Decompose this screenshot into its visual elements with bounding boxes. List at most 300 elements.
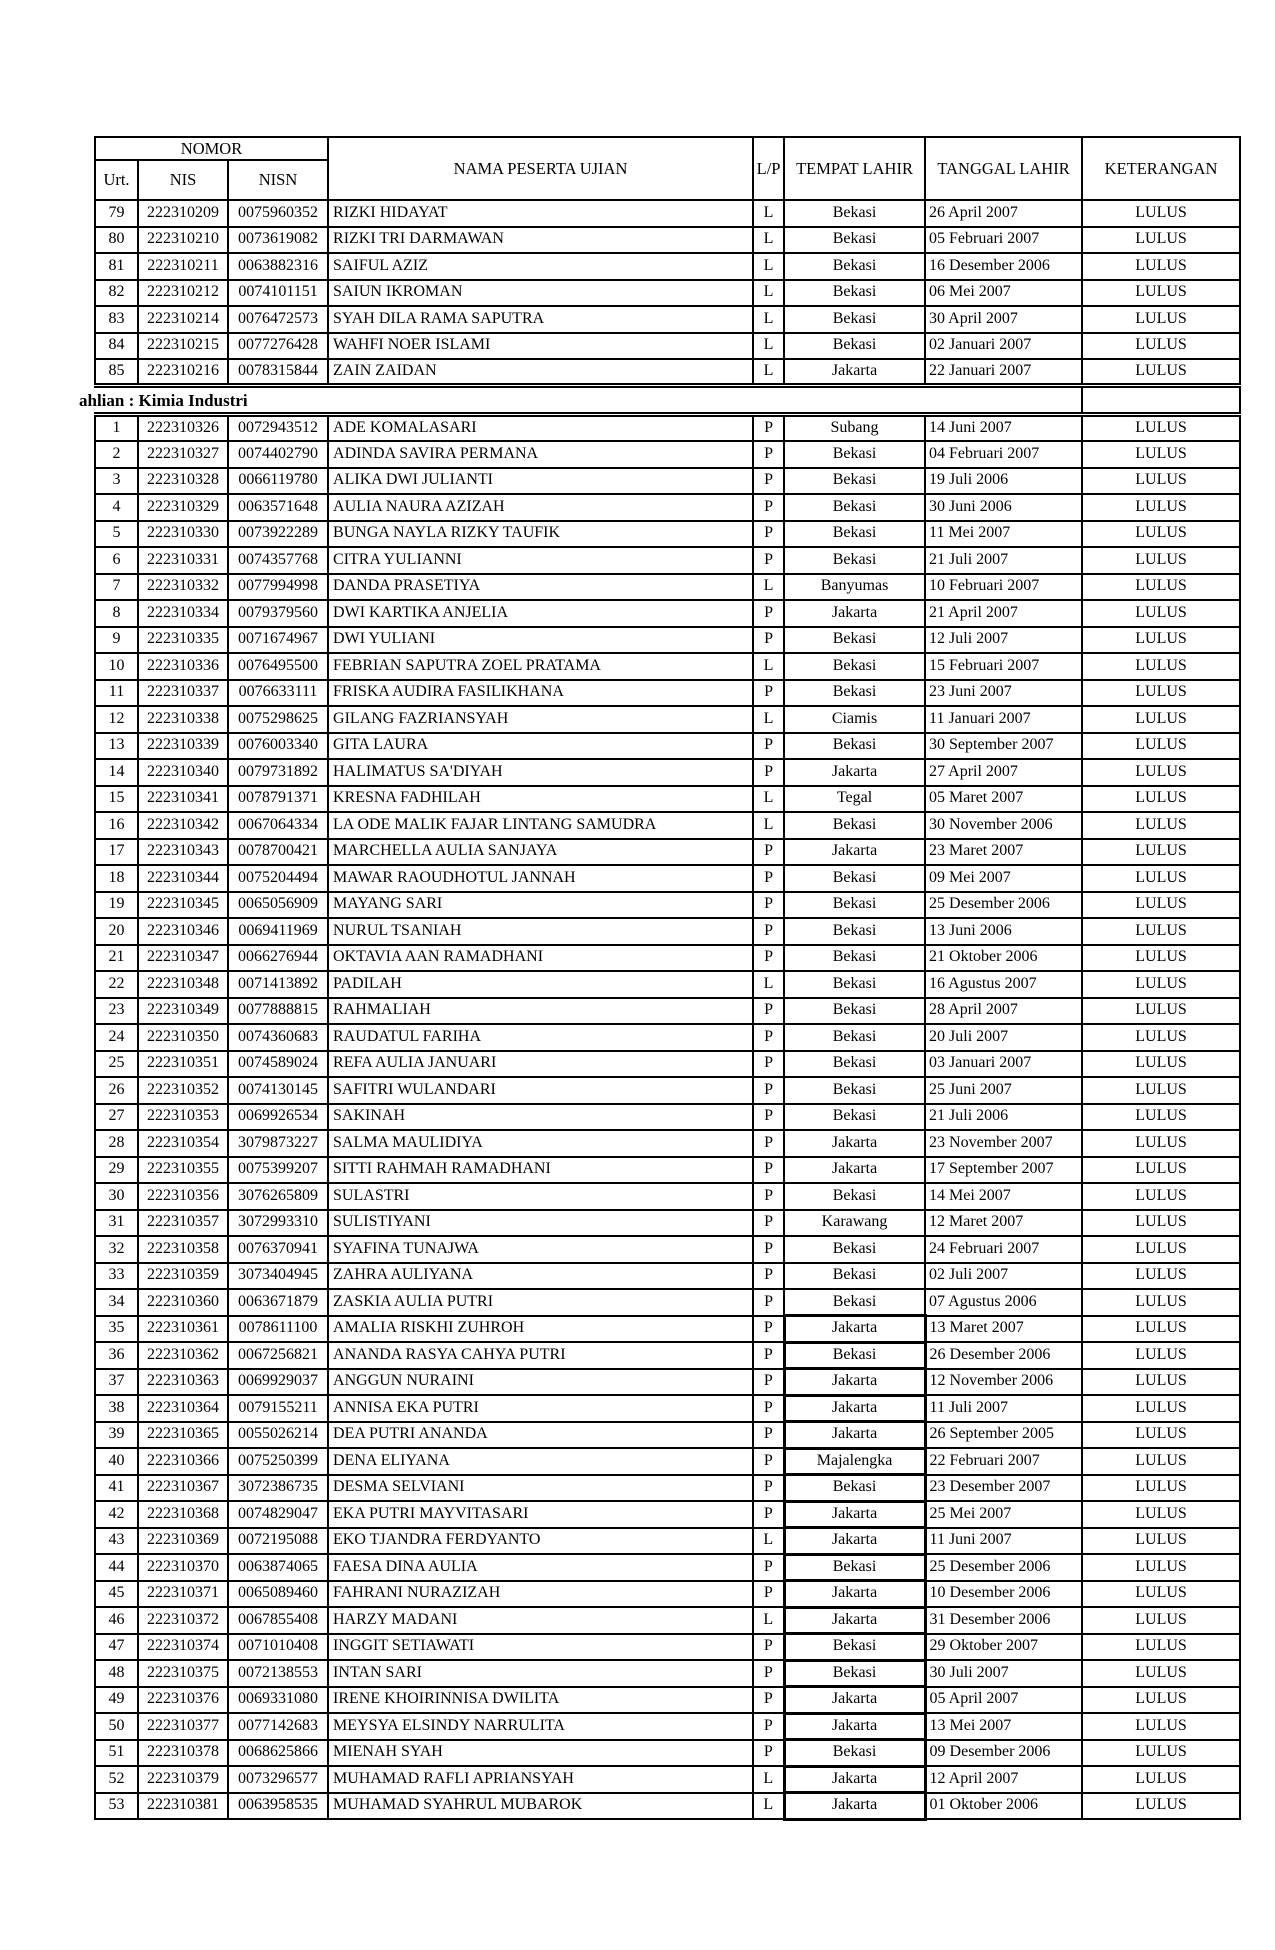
cell-lp: P (753, 1501, 784, 1528)
cell-urt: 38 (95, 1395, 138, 1422)
cell-tanggal: 12 Juli 2007 (925, 627, 1082, 654)
cell-keterangan: LULUS (1082, 1554, 1240, 1581)
cell-tempat: Jakarta (784, 1793, 925, 1820)
header-tempat-lahir: TEMPAT LAHIR (784, 137, 925, 200)
cell-nisn: 0072138553 (228, 1660, 328, 1687)
cell-keterangan: LULUS (1082, 1793, 1240, 1820)
cell-nama: LA ODE MALIK FAJAR LINTANG SAMUDRA (328, 812, 753, 839)
cell-nis: 222310341 (138, 786, 228, 813)
cell-keterangan: LULUS (1082, 865, 1240, 892)
cell-lp: P (753, 1554, 784, 1581)
cell-nisn: 0079155211 (228, 1395, 328, 1422)
cell-tempat: Jakarta (784, 839, 925, 866)
cell-nis: 222310374 (138, 1634, 228, 1661)
cell-nisn: 0055026214 (228, 1422, 328, 1449)
cell-nis: 222310370 (138, 1554, 228, 1581)
cell-nis: 222310209 (138, 200, 228, 227)
cell-nis: 222310214 (138, 306, 228, 333)
cell-nama: PADILAH (328, 971, 753, 998)
cell-urt: 81 (95, 253, 138, 280)
cell-nisn: 0076633111 (228, 680, 328, 707)
cell-tempat: Bekasi (784, 306, 925, 333)
cell-lp: L (753, 1766, 784, 1793)
cell-nama: WAHFI NOER ISLAMI (328, 333, 753, 360)
cell-urt: 43 (95, 1528, 138, 1555)
cell-nama: EKA PUTRI MAYVITASARI (328, 1501, 753, 1528)
table-row (95, 892, 1240, 919)
exam-results-page (79, 136, 1239, 1821)
cell-nama: HARZY MADANI (328, 1607, 753, 1634)
table-row (95, 1369, 1240, 1396)
table-row (95, 786, 1240, 813)
cell-nis: 222310335 (138, 627, 228, 654)
cell-tempat: Jakarta (784, 1581, 925, 1608)
cell-nama: INGGIT SETIAWATI (328, 1634, 753, 1661)
cell-keterangan: LULUS (1082, 1395, 1240, 1422)
cell-urt: 4 (95, 494, 138, 521)
cell-tanggal: 14 Mei 2007 (925, 1183, 1082, 1210)
cell-nama: ADINDA SAVIRA PERMANA (328, 441, 753, 468)
cell-nis: 222310371 (138, 1581, 228, 1608)
cell-tempat: Bekasi (784, 945, 925, 972)
cell-tempat: Bekasi (784, 333, 925, 360)
cell-urt: 37 (95, 1369, 138, 1396)
cell-tempat: Bekasi (784, 812, 925, 839)
cell-nisn: 0063671879 (228, 1289, 328, 1316)
cell-urt: 18 (95, 865, 138, 892)
cell-keterangan: LULUS (1082, 1051, 1240, 1078)
cell-urt: 22 (95, 971, 138, 998)
cell-keterangan: LULUS (1082, 1448, 1240, 1475)
cell-tanggal: 30 Juli 2007 (925, 1660, 1082, 1687)
cell-tanggal: 15 Februari 2007 (925, 653, 1082, 680)
cell-tempat: Jakarta (784, 1316, 925, 1343)
cell-tanggal: 04 Februari 2007 (925, 441, 1082, 468)
cell-lp: L (753, 971, 784, 998)
cell-nisn: 0076370941 (228, 1236, 328, 1263)
cell-tempat: Jakarta (784, 1157, 925, 1184)
cell-urt: 7 (95, 574, 138, 601)
cell-lp: P (753, 521, 784, 548)
cell-tempat: Jakarta (784, 1528, 925, 1555)
cell-tempat: Bekasi (784, 918, 925, 945)
table-row (95, 1077, 1240, 1104)
cell-nisn: 0065089460 (228, 1581, 328, 1608)
cell-keterangan: LULUS (1082, 1422, 1240, 1449)
cell-tempat: Bekasi (784, 680, 925, 707)
cell-urt: 20 (95, 918, 138, 945)
cell-nis: 222310352 (138, 1077, 228, 1104)
table-row (95, 200, 1240, 227)
cell-tempat: Bekasi (784, 1024, 925, 1051)
table-row (95, 706, 1240, 733)
cell-nis: 222310344 (138, 865, 228, 892)
cell-tanggal: 13 Juni 2006 (925, 918, 1082, 945)
cell-tanggal: 23 Desember 2007 (925, 1475, 1082, 1502)
table-row (95, 1289, 1240, 1316)
cell-nama: FAHRANI NURAZIZAH (328, 1581, 753, 1608)
table-row (95, 1024, 1240, 1051)
cell-nama: RAUDATUL FARIHA (328, 1024, 753, 1051)
cell-nis: 222310368 (138, 1501, 228, 1528)
cell-tempat: Jakarta (784, 1766, 925, 1793)
table-row (95, 1316, 1240, 1343)
cell-keterangan: LULUS (1082, 1581, 1240, 1608)
table-row (95, 971, 1240, 998)
cell-lp: P (753, 1475, 784, 1502)
cell-tanggal: 12 November 2006 (925, 1369, 1082, 1396)
cell-lp: P (753, 1740, 784, 1767)
cell-tanggal: 21 Juli 2007 (925, 547, 1082, 574)
table-row (95, 1713, 1240, 1740)
table-row (95, 574, 1240, 601)
cell-tanggal: 21 April 2007 (925, 600, 1082, 627)
cell-tempat: Bekasi (784, 253, 925, 280)
table-row (95, 1395, 1240, 1422)
cell-keterangan: LULUS (1082, 280, 1240, 307)
cell-lp: P (753, 1210, 784, 1237)
cell-urt: 33 (95, 1263, 138, 1290)
cell-tanggal: 05 Maret 2007 (925, 786, 1082, 813)
cell-keterangan: LULUS (1082, 306, 1240, 333)
cell-nis: 222310365 (138, 1422, 228, 1449)
table-row (95, 1740, 1240, 1767)
table-row (95, 521, 1240, 548)
cell-tanggal: 03 Januari 2007 (925, 1051, 1082, 1078)
cell-nama: DEA PUTRI ANANDA (328, 1422, 753, 1449)
cell-urt: 25 (95, 1051, 138, 1078)
cell-keterangan: LULUS (1082, 1475, 1240, 1502)
cell-lp: P (753, 759, 784, 786)
cell-nama: REFA AULIA JANUARI (328, 1051, 753, 1078)
cell-lp: L (753, 812, 784, 839)
cell-lp: P (753, 1395, 784, 1422)
cell-nama: AULIA NAURA AZIZAH (328, 494, 753, 521)
table-row (95, 759, 1240, 786)
cell-tanggal: 21 Oktober 2006 (925, 945, 1082, 972)
cell-keterangan: LULUS (1082, 227, 1240, 254)
cell-tempat: Majalengka (784, 1448, 925, 1475)
table-row (95, 494, 1240, 521)
cell-nama: RIZKI HIDAYAT (328, 200, 753, 227)
cell-nisn: 0067855408 (228, 1607, 328, 1634)
cell-nama: MAWAR RAOUDHOTUL JANNAH (328, 865, 753, 892)
cell-keterangan: LULUS (1082, 812, 1240, 839)
cell-nama: SAIFUL AZIZ (328, 253, 753, 280)
cell-tanggal: 12 April 2007 (925, 1766, 1082, 1793)
cell-tanggal: 11 Januari 2007 (925, 706, 1082, 733)
cell-nisn: 3073404945 (228, 1263, 328, 1290)
cell-tanggal: 30 Juni 2006 (925, 494, 1082, 521)
cell-urt: 6 (95, 547, 138, 574)
cell-lp: L (753, 280, 784, 307)
cell-nis: 222310329 (138, 494, 228, 521)
cell-nis: 222310367 (138, 1475, 228, 1502)
cell-lp: P (753, 1369, 784, 1396)
cell-nis: 222310337 (138, 680, 228, 707)
cell-nama: GILANG FAZRIANSYAH (328, 706, 753, 733)
cell-lp: L (753, 786, 784, 813)
cell-urt: 80 (95, 227, 138, 254)
cell-nis: 222310379 (138, 1766, 228, 1793)
cell-lp: L (753, 253, 784, 280)
cell-keterangan: LULUS (1082, 706, 1240, 733)
cell-nisn: 0069331080 (228, 1687, 328, 1714)
cell-tanggal: 25 Desember 2006 (925, 1554, 1082, 1581)
cell-nis: 222310357 (138, 1210, 228, 1237)
cell-tempat: Karawang (784, 1210, 925, 1237)
table-row (95, 1157, 1240, 1184)
cell-nisn: 0077276428 (228, 333, 328, 360)
header-nomor: NOMOR (95, 137, 328, 160)
cell-nama: MUHAMAD RAFLI APRIANSYAH (328, 1766, 753, 1793)
cell-tempat: Bekasi (784, 865, 925, 892)
cell-nama: DENA ELIYANA (328, 1448, 753, 1475)
table-row (95, 1422, 1240, 1449)
cell-tempat: Bekasi (784, 1342, 925, 1369)
cell-lp: P (753, 1660, 784, 1687)
header-nisn: NISN (228, 160, 328, 200)
cell-nis: 222310338 (138, 706, 228, 733)
cell-keterangan: LULUS (1082, 1501, 1240, 1528)
cell-nis: 222310334 (138, 600, 228, 627)
cell-tanggal: 29 Oktober 2007 (925, 1634, 1082, 1661)
cell-nama: SALMA MAULIDIYA (328, 1130, 753, 1157)
table-row (95, 1104, 1240, 1131)
cell-keterangan: LULUS (1082, 253, 1240, 280)
cell-keterangan: LULUS (1082, 1183, 1240, 1210)
header-nama: NAMA PESERTA UJIAN (328, 137, 753, 200)
cell-urt: 42 (95, 1501, 138, 1528)
cell-tanggal: 21 Juli 2006 (925, 1104, 1082, 1131)
cell-nisn: 0068625866 (228, 1740, 328, 1767)
cell-nama: ANNISA EKA PUTRI (328, 1395, 753, 1422)
cell-urt: 3 (95, 468, 138, 495)
cell-urt: 8 (95, 600, 138, 627)
cell-nisn: 0069411969 (228, 918, 328, 945)
cell-nisn: 0067064334 (228, 812, 328, 839)
cell-keterangan: LULUS (1082, 415, 1240, 442)
table-row (95, 333, 1240, 360)
cell-urt: 24 (95, 1024, 138, 1051)
table-row (95, 600, 1240, 627)
cell-tempat: Bekasi (784, 1104, 925, 1131)
cell-tempat: Bekasi (784, 1263, 925, 1290)
cell-nama: DWI KARTIKA ANJELIA (328, 600, 753, 627)
cell-tanggal: 01 Oktober 2006 (925, 1793, 1082, 1820)
cell-nisn: 0063874065 (228, 1554, 328, 1581)
cell-nama: INTAN SARI (328, 1660, 753, 1687)
cell-urt: 84 (95, 333, 138, 360)
cell-urt: 10 (95, 653, 138, 680)
cell-nis: 222310328 (138, 468, 228, 495)
cell-tanggal: 16 Desember 2006 (925, 253, 1082, 280)
cell-nisn: 0075960352 (228, 200, 328, 227)
cell-nisn: 0073296577 (228, 1766, 328, 1793)
table-row (95, 1766, 1240, 1793)
table-row (95, 547, 1240, 574)
table-row (95, 627, 1240, 654)
cell-nis: 222310366 (138, 1448, 228, 1475)
cell-lp: P (753, 998, 784, 1025)
cell-tanggal: 30 April 2007 (925, 306, 1082, 333)
cell-nama: MAYANG SARI (328, 892, 753, 919)
cell-tempat: Bekasi (784, 971, 925, 998)
header-lp: L/P (753, 137, 784, 200)
cell-nisn: 0074402790 (228, 441, 328, 468)
table-row (95, 1051, 1240, 1078)
cell-nisn: 0072195088 (228, 1528, 328, 1555)
cell-nisn: 0074589024 (228, 1051, 328, 1078)
table-row (95, 1210, 1240, 1237)
cell-urt: 34 (95, 1289, 138, 1316)
cell-nama: SAIUN IKROMAN (328, 280, 753, 307)
cell-tanggal: 11 Mei 2007 (925, 521, 1082, 548)
cell-nis: 222310358 (138, 1236, 228, 1263)
cell-tanggal: 25 Juni 2007 (925, 1077, 1082, 1104)
cell-tanggal: 07 Agustus 2006 (925, 1289, 1082, 1316)
cell-keterangan: LULUS (1082, 547, 1240, 574)
cell-lp: P (753, 1236, 784, 1263)
cell-urt: 79 (95, 200, 138, 227)
cell-urt: 11 (95, 680, 138, 707)
cell-nama: KRESNA FADHILAH (328, 786, 753, 813)
cell-keterangan: LULUS (1082, 1766, 1240, 1793)
table-row (95, 865, 1240, 892)
cell-tempat: Bekasi (784, 468, 925, 495)
cell-nis: 222310210 (138, 227, 228, 254)
cell-tanggal: 27 April 2007 (925, 759, 1082, 786)
cell-lp: P (753, 1422, 784, 1449)
cell-keterangan: LULUS (1082, 1104, 1240, 1131)
cell-tanggal: 24 Februari 2007 (925, 1236, 1082, 1263)
cell-tempat: Bekasi (784, 1660, 925, 1687)
cell-keterangan: LULUS (1082, 1077, 1240, 1104)
table-row (95, 306, 1240, 333)
cell-keterangan: LULUS (1082, 918, 1240, 945)
cell-tempat: Bekasi (784, 733, 925, 760)
cell-lp: P (753, 945, 784, 972)
cell-nis: 222310364 (138, 1395, 228, 1422)
cell-lp: P (753, 547, 784, 574)
cell-nisn: 0078611100 (228, 1316, 328, 1343)
cell-nama: ZASKIA AULIA PUTRI (328, 1289, 753, 1316)
cell-tanggal: 02 Januari 2007 (925, 333, 1082, 360)
cell-nis: 222310375 (138, 1660, 228, 1687)
cell-nisn: 0078315844 (228, 359, 328, 386)
cell-nama: GITA LAURA (328, 733, 753, 760)
cell-urt: 17 (95, 839, 138, 866)
cell-tempat: Jakarta (784, 759, 925, 786)
cell-nisn: 0066119780 (228, 468, 328, 495)
cell-lp: P (753, 680, 784, 707)
cell-tanggal: 22 Februari 2007 (925, 1448, 1082, 1475)
cell-nis: 222310332 (138, 574, 228, 601)
cell-nisn: 0073922289 (228, 521, 328, 548)
cell-tempat: Bekasi (784, 1077, 925, 1104)
cell-nisn: 0063571648 (228, 494, 328, 521)
table-row (95, 733, 1240, 760)
cell-tanggal: 23 Juni 2007 (925, 680, 1082, 707)
cell-nama: RIZKI TRI DARMAWAN (328, 227, 753, 254)
cell-lp: P (753, 1316, 784, 1343)
table-row (95, 1501, 1240, 1528)
cell-urt: 23 (95, 998, 138, 1025)
cell-nama: AMALIA RISKHI ZUHROH (328, 1316, 753, 1343)
cell-nisn: 0071674967 (228, 627, 328, 654)
header-nis: NIS (138, 160, 228, 200)
cell-keterangan: LULUS (1082, 521, 1240, 548)
cell-tempat: Bekasi (784, 653, 925, 680)
cell-lp: P (753, 1448, 784, 1475)
table-row (95, 653, 1240, 680)
cell-keterangan: LULUS (1082, 1263, 1240, 1290)
cell-lp: P (753, 892, 784, 919)
cell-nis: 222310212 (138, 280, 228, 307)
cell-nisn: 0069929037 (228, 1369, 328, 1396)
cell-nisn: 0079731892 (228, 759, 328, 786)
cell-nama: HALIMATUS SA'DIYAH (328, 759, 753, 786)
cell-tempat: Jakarta (784, 1422, 925, 1449)
cell-keterangan: LULUS (1082, 1713, 1240, 1740)
cell-tempat: Jakarta (784, 1130, 925, 1157)
cell-nisn: 0077994998 (228, 574, 328, 601)
cell-tanggal: 06 Mei 2007 (925, 280, 1082, 307)
cell-keterangan: LULUS (1082, 333, 1240, 360)
rows-before-section (95, 200, 1240, 386)
cell-nama: FAESA DINA AULIA (328, 1554, 753, 1581)
cell-nisn: 0065056909 (228, 892, 328, 919)
cell-tanggal: 12 Maret 2007 (925, 1210, 1082, 1237)
cell-tanggal: 13 Mei 2007 (925, 1713, 1082, 1740)
cell-tempat: Bekasi (784, 1289, 925, 1316)
cell-tempat: Ciamis (784, 706, 925, 733)
cell-nisn: 0071413892 (228, 971, 328, 998)
cell-nisn: 0073619082 (228, 227, 328, 254)
cell-lp: L (753, 359, 784, 386)
table-row (95, 1130, 1240, 1157)
header-keterangan: KETERANGAN (1082, 137, 1240, 200)
cell-tanggal: 26 September 2005 (925, 1422, 1082, 1449)
cell-nis: 222310326 (138, 415, 228, 442)
cell-urt: 31 (95, 1210, 138, 1237)
cell-nis: 222310376 (138, 1687, 228, 1714)
cell-nama: SAKINAH (328, 1104, 753, 1131)
cell-tanggal: 09 Desember 2006 (925, 1740, 1082, 1767)
cell-tanggal: 05 Februari 2007 (925, 227, 1082, 254)
table-row (95, 1607, 1240, 1634)
cell-urt: 9 (95, 627, 138, 654)
cell-nisn: 0075204494 (228, 865, 328, 892)
cell-lp: P (753, 1634, 784, 1661)
cell-lp: P (753, 1104, 784, 1131)
section-cell (79, 386, 1082, 415)
cell-keterangan: LULUS (1082, 1634, 1240, 1661)
cell-nama: MUHAMAD SYAHRUL MUBAROK (328, 1793, 753, 1820)
cell-urt: 49 (95, 1687, 138, 1714)
cell-nisn: 0074357768 (228, 547, 328, 574)
cell-urt: 30 (95, 1183, 138, 1210)
cell-tempat: Bekasi (784, 547, 925, 574)
cell-lp: P (753, 918, 784, 945)
cell-nisn: 0077888815 (228, 998, 328, 1025)
cell-lp: P (753, 415, 784, 442)
cell-nisn: 0075399207 (228, 1157, 328, 1184)
cell-tempat: Bekasi (784, 1740, 925, 1767)
cell-nisn: 0078791371 (228, 786, 328, 813)
cell-tempat: Bekasi (784, 627, 925, 654)
cell-keterangan: LULUS (1082, 574, 1240, 601)
